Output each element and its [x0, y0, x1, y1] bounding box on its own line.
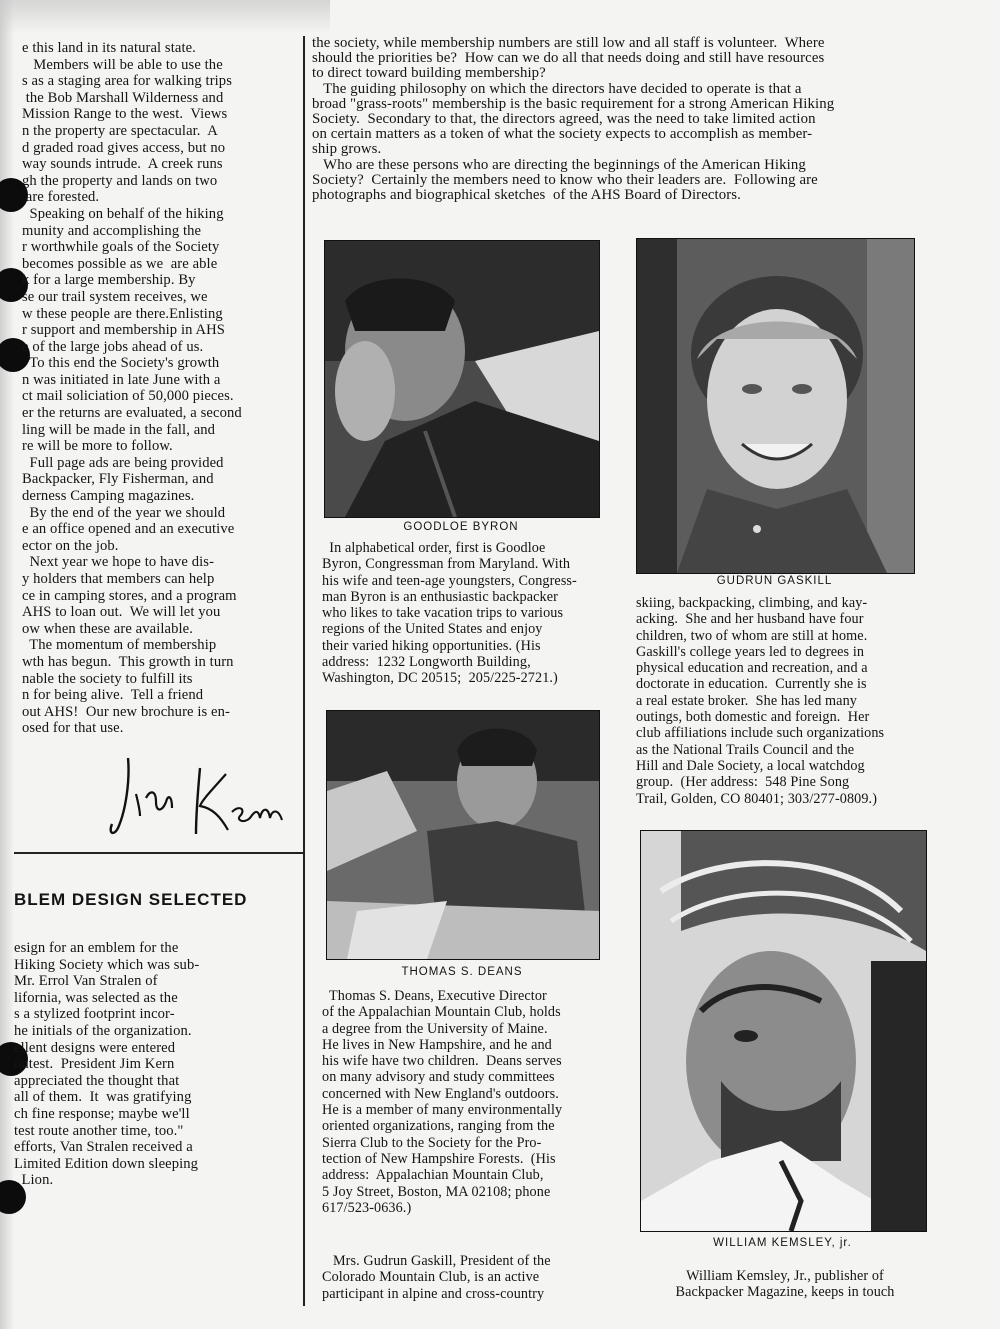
text-line: man Byron is an enthusiastic backpacker [322, 588, 558, 605]
caption-goodloe-byron: GOODLOE BYRON [403, 521, 519, 533]
text-line: r worthwhile goals of the Society [22, 239, 220, 256]
text-line: ector on the job. [22, 537, 119, 554]
text-line: y holders that members can help [22, 571, 215, 587]
text-line: Next year we hope to have dis- [22, 554, 215, 571]
bio-thomas-deans [322, 988, 622, 1216]
text-line: Sierra Club to the Society for the Pro- [322, 1134, 542, 1151]
text-line: Hill and Dale Society, a local watchdog [636, 757, 865, 774]
text-line: William Kemsley, Jr., publisher of [686, 1268, 884, 1284]
text-line: ce in camping stores, and a program [22, 587, 237, 604]
photo-william-kemsley [640, 830, 927, 1232]
text-line: Full page ads are being provided [22, 454, 224, 471]
text-line: Mission Range to the west. Views [22, 106, 228, 123]
caption-william-kemsley: WILLIAM KEMSLEY, jr. [713, 1237, 852, 1249]
text-line: nable the society to fulfill its [22, 670, 193, 687]
text-line: Backpacker, Fly Fisherman, and [22, 471, 214, 488]
text-line: s a stylized footprint incor- [14, 1006, 175, 1023]
text-line: To this end the Society's growth [22, 355, 220, 372]
text-line: wth has begun. This growth in turn [22, 653, 234, 670]
text-line: ellent designs were entered [14, 1039, 176, 1056]
text-line: acking. She and her husband have four [636, 611, 864, 628]
text-line: group. (Her address: 548 Pine Song [636, 774, 850, 791]
text-line: n for being alive. Tell a friend [22, 687, 204, 704]
text-line: their varied hiking opportunities. (His [322, 637, 541, 654]
text-line: outings, both domestic and foreign. Her [636, 709, 870, 726]
text-line: becomes possible as we are able [22, 255, 218, 272]
text-line: efforts, Van Stralen received a [14, 1139, 193, 1156]
intro-gudrun-gaskill [322, 1253, 622, 1302]
text-line: participant in alpine and cross-country [322, 1285, 545, 1302]
text-line: test route another time, too." [14, 1122, 184, 1139]
column-divider [303, 36, 305, 1306]
text-line: ow when these are available. [22, 620, 193, 637]
caption-thomas-deans: THOMAS S. DEANS [401, 966, 523, 978]
text-line: He lives in New Hampshire, and he and [322, 1036, 552, 1053]
text-line: Mr. Errol Van Stralen of [14, 973, 158, 990]
text-line: his wife and teen-age youngsters, Congress- [322, 572, 577, 589]
text-line: 617/523-0636.) [322, 1199, 412, 1216]
text-line: address: 1232 Longworth Building, [322, 654, 531, 671]
text-line: derness Camping magazines. [22, 488, 195, 505]
text-line: Backpacker Magazine, keeps in touch [675, 1284, 895, 1301]
text-line: Society. Secondary to that, the directors agreed, was the need to take limited action [312, 111, 816, 127]
text-line: re will be more to follow. [22, 438, 173, 455]
text-line: k for a large membership. By [22, 272, 196, 289]
text-line: ship grows. [312, 142, 382, 158]
text-line: should the priorities be? How can we do all that needs doing and still have resources [312, 51, 825, 67]
text-line: e of the large jobs ahead of us. [22, 338, 204, 355]
photo-gudrun-gaskill [636, 238, 915, 574]
text-line: By the end of the year we should [22, 504, 226, 521]
text-line: d graded road gives access, but no [22, 139, 226, 156]
text-line: Members will be able to use the [22, 56, 223, 73]
text-line: of the Appalachian Mountain Club, holds [322, 1004, 561, 1021]
bio-william-kemsley [640, 1268, 930, 1301]
text-line: he initials of the organization. [14, 1022, 192, 1039]
text-line: physical education and recreation, and a [636, 660, 868, 677]
caption-gudrun-gaskill: GUDRUN GASKILL [716, 575, 833, 587]
text-line: skiing, backpacking, climbing, and kay- [636, 595, 868, 611]
text-line: are forested. [22, 189, 100, 206]
text-line: Colorado Mountain Club, is an active [322, 1269, 540, 1286]
text-line: doctorate in education. Currently she is [636, 676, 867, 693]
photo-thomas-deans [326, 710, 600, 960]
text-line: The momentum of membership [22, 637, 217, 654]
text-line: In alphabetical order, first is Goodloe [322, 540, 546, 556]
text-line: Limited Edition down sleeping [14, 1155, 199, 1172]
text-line: osed for that use. [22, 720, 124, 737]
text-line: munity and accomplishing the [22, 222, 202, 239]
intro-text [312, 36, 912, 203]
text-line: n was initiated in late June with a [22, 371, 221, 388]
text-line: as the National Trails Council and the [636, 741, 855, 758]
emblem-heading: BLEM DESIGN SELECTED [14, 890, 248, 909]
text-line: who likes to take vacation trips to various [322, 605, 564, 622]
photo-goodloe-byron [324, 240, 600, 518]
text-line: on certain matters as a token of what the society expects to accomplish as member- [312, 127, 813, 143]
text-line: er the returns are evaluated, a second [22, 405, 242, 422]
text-line: concerned with New England's outdoors. [322, 1085, 559, 1102]
text-line: e this land in its natural state. [22, 40, 196, 56]
text-line: tection of New Hampshire Forests. (His [322, 1150, 556, 1167]
text-line: on many advisory and study committees [322, 1069, 555, 1086]
text-line: esign for an emblem for the [14, 940, 179, 956]
text-line: Trail, Golden, CO 80401; 303/277-0809.) [636, 790, 878, 807]
text-line: Washington, DC 20515; 205/225-2721.) [322, 670, 558, 687]
text-line: children, two of whom are still at home. [636, 627, 868, 644]
text-line: ling will be made in the fall, and [22, 421, 216, 438]
text-line: r support and membership in AHS [22, 322, 225, 339]
text-line: ch fine response; maybe we'll [14, 1105, 190, 1122]
text-line: club affiliations include such organizations [636, 725, 885, 742]
text-line: Byron, Congressman from Maryland. With [322, 556, 571, 573]
text-line: Mrs. Gudrun Gaskill, President of the [322, 1253, 551, 1269]
text-line: address: Appalachian Mountain Club, [322, 1167, 544, 1184]
text-line: lifornia, was selected as the [14, 989, 178, 1006]
text-line: oriented organizations, ranging from the [322, 1118, 555, 1135]
text-line: the society, while membership numbers are still low and all staff is volunteer. Where [312, 36, 825, 51]
text-line: 5 Joy Street, Boston, MA 02108; phone [322, 1183, 551, 1200]
text-line: Who are these persons who are directing the beginnings of the American Hiking [312, 157, 806, 173]
left-column-text [22, 40, 302, 737]
text-line: appreciated the thought that [14, 1072, 180, 1089]
bio-goodloe-byron [322, 540, 622, 687]
text-line: out AHS! Our new brochure is en- [22, 703, 230, 720]
signature-image [100, 750, 290, 845]
text-line: photographs and biographical sketches of the AHS Board of Directors. [312, 187, 741, 203]
text-line: ct mail soliciation of 50,000 pieces. [22, 388, 234, 405]
text-line: gh the property and lands on two [22, 172, 218, 189]
text-line: He is a member of many environmentally [322, 1102, 563, 1119]
scan-smudge [0, 0, 330, 34]
text-line: se our trail system receives, we [22, 288, 208, 305]
text-line: w these people are there.Enlisting [22, 305, 223, 322]
text-line: Gaskill's college years led to degrees in [636, 643, 865, 660]
text-line: The guiding philosophy on which the directors have decided to operate is that a [312, 81, 802, 97]
text-line: n the property are spectacular. A [22, 122, 218, 139]
text-line: e an office opened and an executive [22, 521, 235, 538]
text-line: a degree from the University of Maine. [322, 1020, 548, 1037]
text-line: AHS to loan out. We will let you [22, 604, 221, 621]
bio-gudrun-gaskill [636, 595, 926, 807]
text-line: to direct toward building membership? [312, 66, 546, 82]
text-line: his wife have two children. Deans serves [322, 1053, 562, 1070]
text-line: a real estate broker. She has led many [636, 692, 857, 709]
text-line: ontest. President Jim Kern [14, 1056, 175, 1073]
text-line: s as a staging area for walking trips [22, 73, 232, 90]
text-line: Lion. [14, 1172, 54, 1189]
section-divider [14, 852, 304, 854]
emblem-article-text [14, 940, 299, 1189]
text-line: Speaking on behalf of the hiking [22, 205, 224, 222]
text-line: Hiking Society which was sub- [14, 956, 200, 973]
text-line: regions of the United States and enjoy [322, 621, 543, 638]
text-line: broad "grass-roots" membership is the basic requirement for a strong American Hiking [312, 96, 835, 112]
text-line: Thomas S. Deans, Executive Director [322, 988, 547, 1004]
text-line: Society? Certainly the members need to know who their leaders are. Following are [312, 172, 818, 188]
text-line: the Bob Marshall Wilderness and [22, 89, 224, 106]
text-line: way sounds intrude. A creek runs [22, 156, 223, 173]
text-line: all of them. It was gratifying [14, 1089, 192, 1106]
